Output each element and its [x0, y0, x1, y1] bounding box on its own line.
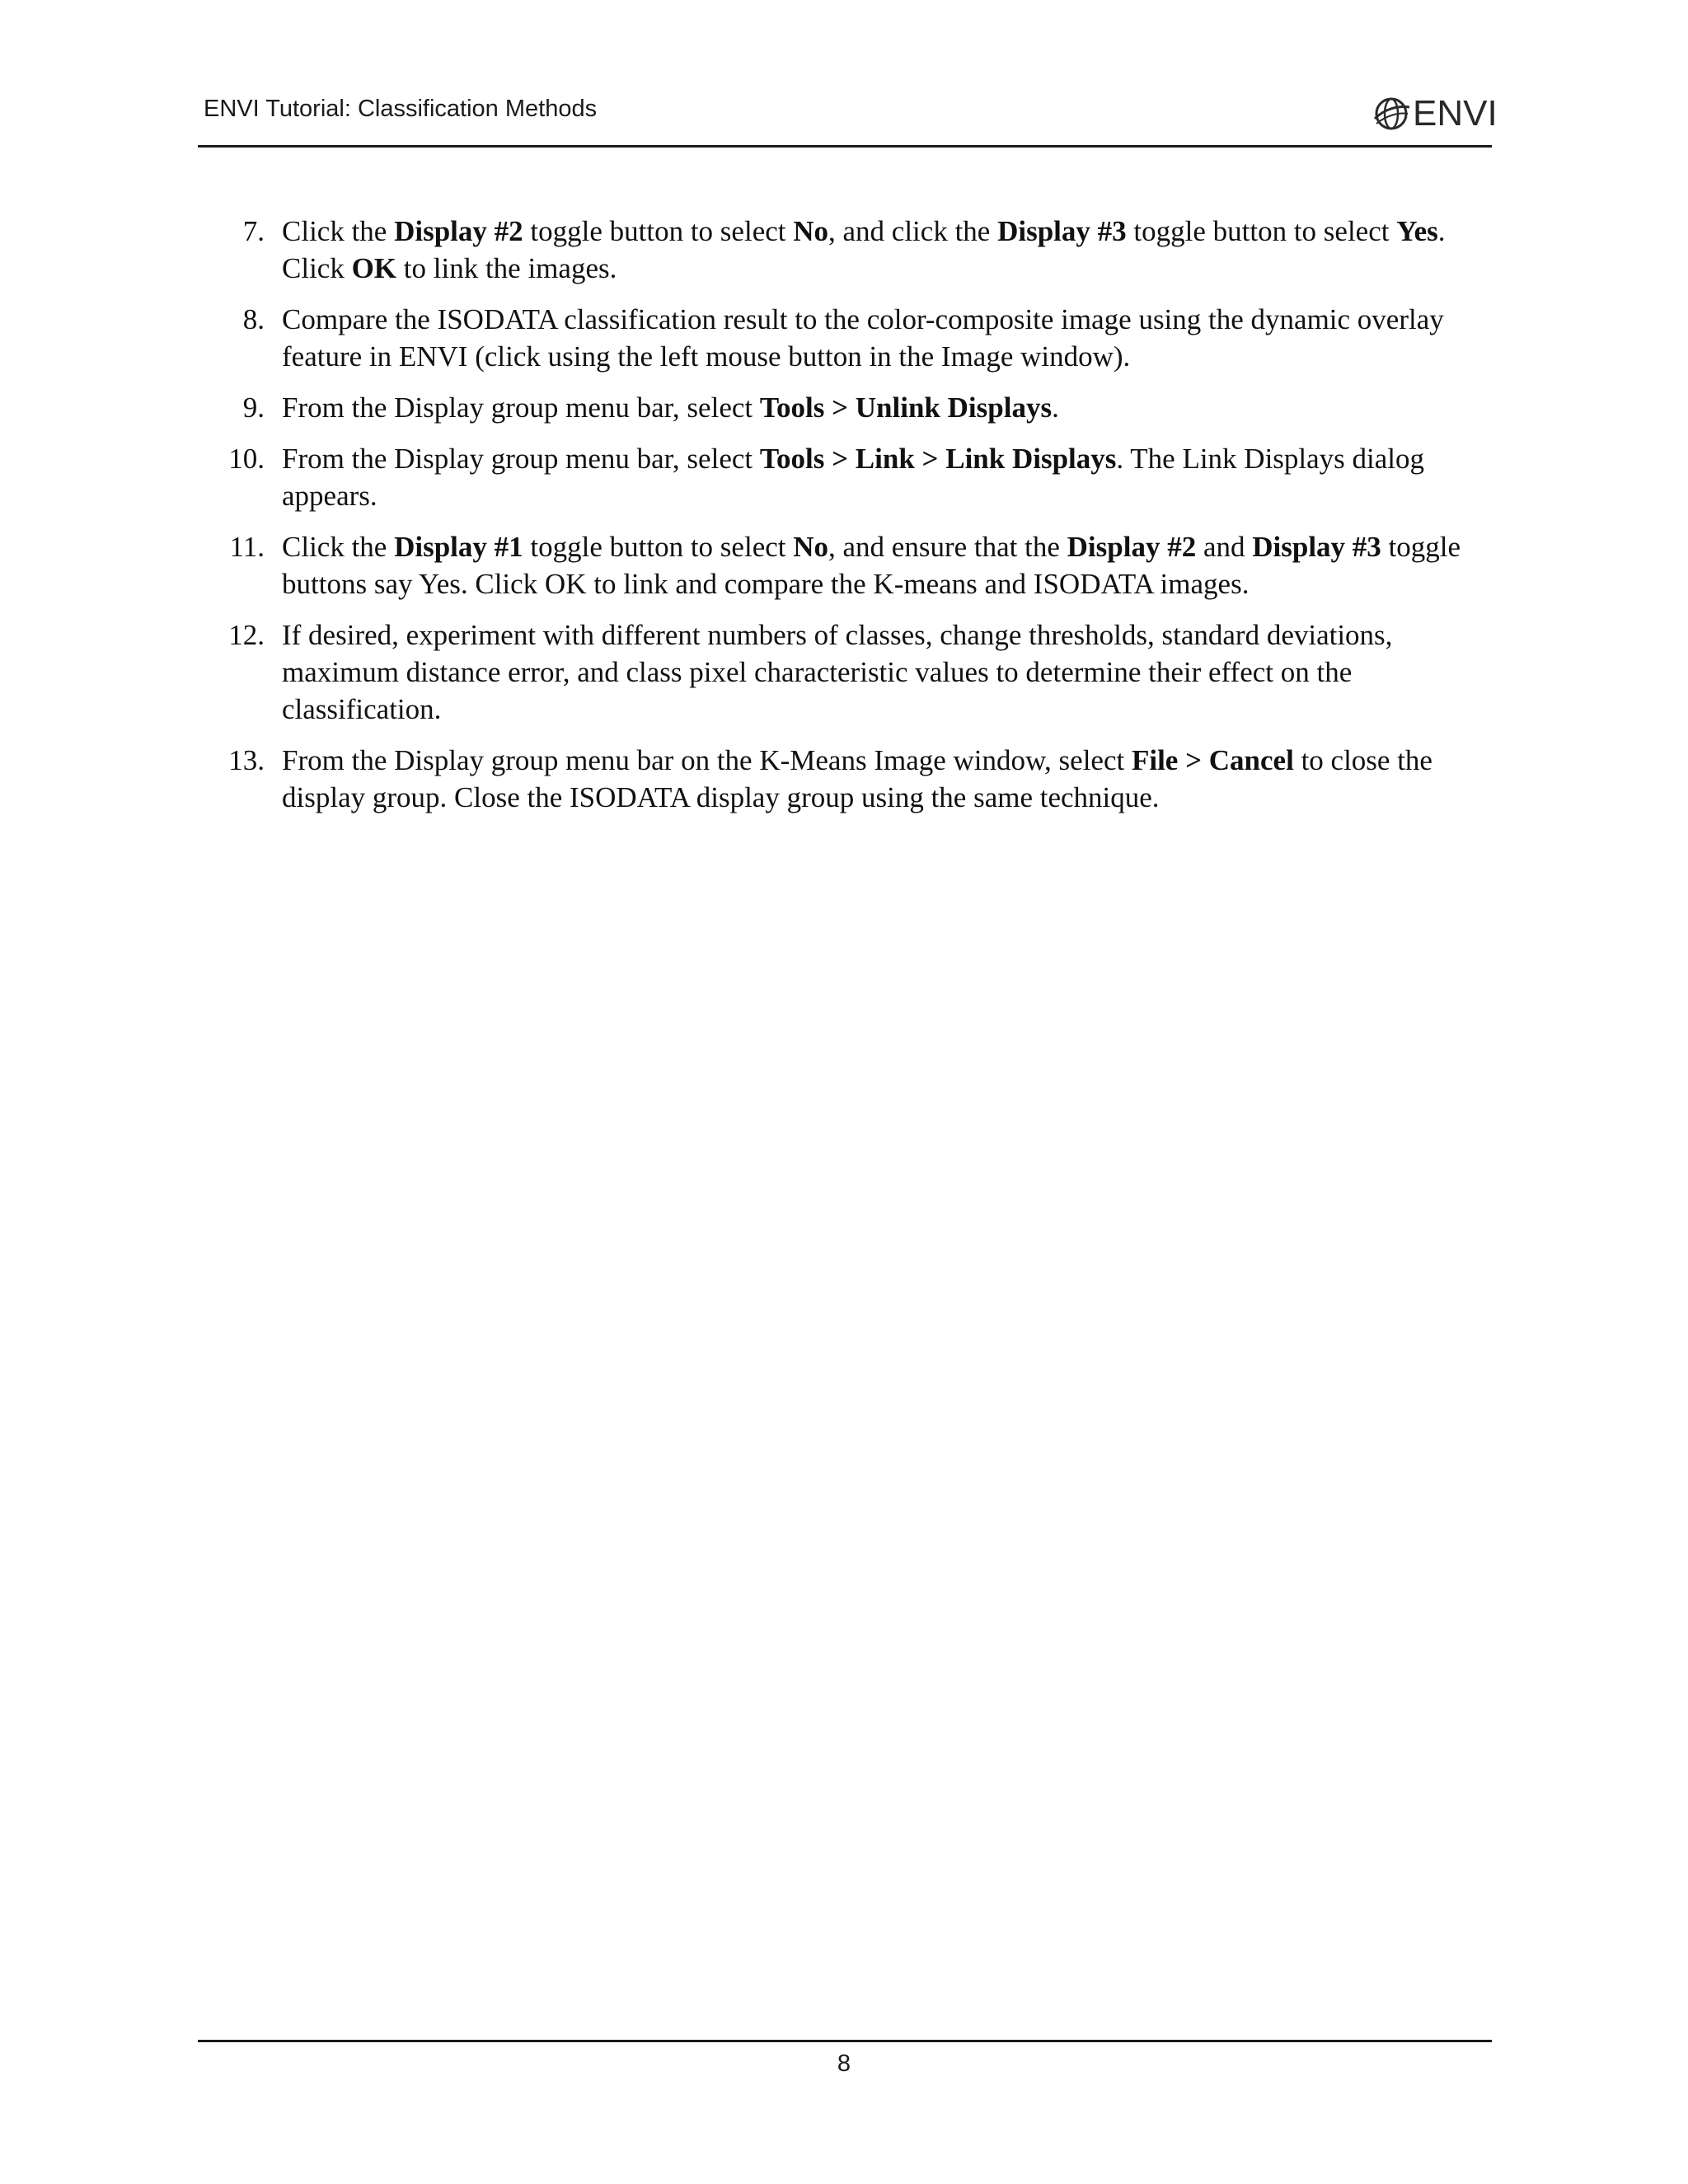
footer-divider: [198, 2040, 1492, 2042]
instruction-step: [0, 301, 1688, 375]
instruction-step: [0, 528, 1688, 602]
step-text: [282, 389, 1493, 426]
step-text-segment: , and ensure that the: [828, 531, 1067, 563]
step-number: 8.: [242, 303, 265, 335]
bold-ui-term: Display #2: [1067, 531, 1197, 563]
step-text-segment: and: [1196, 531, 1253, 563]
step-number: 10.: [228, 443, 265, 475]
instruction-step: [0, 616, 1688, 728]
bold-ui-term: OK: [351, 252, 397, 284]
bold-ui-term: Yes: [1396, 215, 1438, 247]
bold-ui-term: File > Cancel: [1131, 744, 1294, 776]
step-text: [282, 742, 1493, 816]
instruction-step: [0, 440, 1688, 514]
step-text-segment: , and click the: [828, 215, 998, 247]
instruction-step: [0, 213, 1688, 287]
step-number: 11.: [229, 531, 265, 563]
step-number: 9.: [242, 391, 265, 424]
bold-ui-term: No: [793, 531, 829, 563]
step-text-segment: Compare the ISODATA classification result to the color-composite image using the dynamic overlay feature in ENVI (click using the left mouse button in the Image window).: [282, 303, 1444, 373]
step-text: [282, 301, 1493, 375]
step-text-segment: From the Display group menu bar on the K-Means Image window, select: [282, 744, 1132, 776]
step-text-segment: Click the: [282, 531, 395, 563]
step-text: [282, 616, 1493, 728]
step-number: 7.: [242, 215, 265, 247]
envi-logo: [1372, 92, 1498, 135]
step-text-segment: to close the display group. Close the ISODATA display group using the same technique.: [282, 744, 1432, 813]
header-divider: [198, 145, 1492, 148]
bold-ui-term: Tools > Unlink Displays: [759, 391, 1053, 424]
bold-ui-term: Display #3: [1252, 531, 1381, 563]
instruction-steps-list: [0, 213, 1688, 830]
page-number: 8: [837, 2050, 851, 2077]
step-text: [282, 213, 1493, 287]
step-text: [282, 440, 1493, 514]
instruction-step: [0, 389, 1688, 426]
envi-logo-text: ENVI: [1413, 93, 1498, 134]
bold-ui-term: Tools > Link > Link Displays: [759, 443, 1117, 475]
envi-globe-logo-icon: [1372, 94, 1411, 134]
document-header-title: ENVI Tutorial: Classification Methods: [204, 96, 598, 122]
step-text-segment: . Click: [282, 215, 1446, 284]
step-text-segment: to link the images.: [396, 252, 617, 284]
instruction-step: [0, 742, 1688, 816]
step-number: 12.: [228, 619, 265, 651]
step-text-segment: toggle button to select: [523, 531, 794, 563]
bold-ui-term: Display #3: [997, 215, 1127, 247]
bold-ui-term: Display #1: [394, 531, 523, 563]
step-text-segment: toggle buttons say Yes. Click OK to link and compare the K-means and ISODATA images.: [282, 531, 1461, 600]
step-text-segment: Click the: [282, 215, 395, 247]
step-text-segment: toggle button to select: [1126, 215, 1397, 247]
step-text: [282, 528, 1493, 602]
step-text-segment: If desired, experiment with different numbers of classes, change thresholds, standard deviations, maximum distance error, and class pixel characteristic values to determine their effect on the classification.: [282, 619, 1393, 725]
step-text-segment: .: [1052, 391, 1059, 424]
step-text-segment: toggle button to select: [523, 215, 794, 247]
step-text-segment: . The Link Displays dialog appears.: [282, 443, 1425, 512]
step-text-segment: From the Display group menu bar, select: [282, 391, 760, 424]
step-number: 13.: [228, 744, 265, 776]
step-text-segment: From the Display group menu bar, select: [282, 443, 760, 475]
bold-ui-term: No: [793, 215, 829, 247]
bold-ui-term: Display #2: [394, 215, 523, 247]
